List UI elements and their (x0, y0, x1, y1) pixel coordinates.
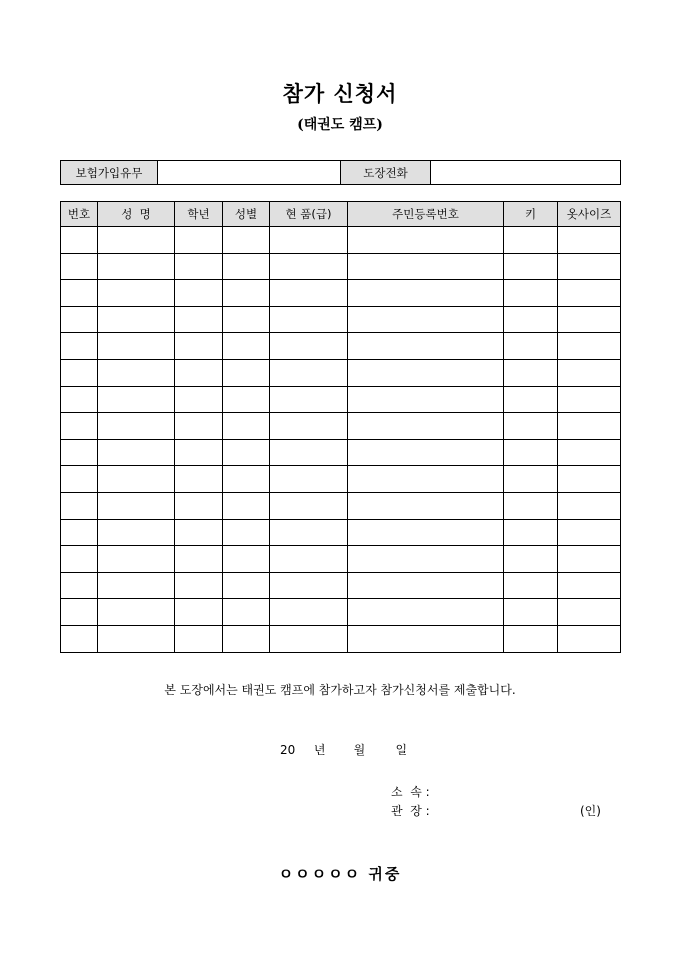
table-cell[interactable] (348, 492, 504, 519)
table-cell[interactable] (558, 519, 621, 546)
col-header-height: 키 (504, 202, 558, 227)
table-cell[interactable] (270, 413, 348, 440)
table-cell[interactable] (348, 333, 504, 360)
insurance-field[interactable] (158, 161, 341, 185)
table-cell[interactable] (175, 359, 223, 386)
table-cell[interactable] (175, 280, 223, 307)
statement-text: 본 도장에서는 태권도 캠프에 참가하고자 참가신청서를 제출합니다. (164, 683, 516, 697)
table-cell[interactable] (270, 466, 348, 493)
table-cell[interactable] (348, 413, 504, 440)
table-cell[interactable] (504, 386, 558, 413)
table-cell[interactable] (223, 625, 270, 652)
table-cell[interactable] (270, 439, 348, 466)
table-cell[interactable] (61, 359, 98, 386)
table-cell[interactable] (558, 466, 621, 493)
table-cell[interactable] (98, 227, 175, 254)
table-row (61, 439, 621, 466)
table-cell[interactable] (504, 625, 558, 652)
table-cell[interactable] (348, 439, 504, 466)
table-cell[interactable] (558, 492, 621, 519)
table-cell[interactable] (348, 359, 504, 386)
table-cell[interactable] (270, 519, 348, 546)
table-cell[interactable] (270, 492, 348, 519)
table-cell[interactable] (223, 333, 270, 360)
table-cell[interactable] (348, 546, 504, 573)
participant-table (60, 201, 621, 653)
table-row (61, 466, 621, 493)
table-cell[interactable] (558, 625, 621, 652)
table-cell[interactable] (61, 280, 98, 307)
table-cell[interactable] (175, 333, 223, 360)
table-cell[interactable] (98, 546, 175, 573)
table-cell[interactable] (270, 359, 348, 386)
phone-field[interactable] (431, 161, 621, 185)
table-cell[interactable] (348, 625, 504, 652)
table-row (61, 227, 621, 254)
table-cell[interactable] (270, 572, 348, 599)
table-cell[interactable] (348, 572, 504, 599)
table-header-row (61, 202, 621, 227)
table-cell[interactable] (61, 306, 98, 333)
table-row (61, 546, 621, 573)
table-cell[interactable] (504, 599, 558, 626)
table-cell[interactable] (175, 439, 223, 466)
table-cell[interactable] (558, 253, 621, 280)
table-cell[interactable] (175, 546, 223, 573)
table-row (61, 572, 621, 599)
table-cell[interactable] (98, 359, 175, 386)
seal-mark: (인) (580, 804, 601, 818)
table-cell[interactable] (61, 333, 98, 360)
table-cell[interactable] (175, 253, 223, 280)
table-cell[interactable] (558, 359, 621, 386)
table-cell[interactable] (223, 227, 270, 254)
table-cell[interactable] (175, 572, 223, 599)
table-cell[interactable] (223, 599, 270, 626)
table-cell[interactable] (504, 439, 558, 466)
table-cell[interactable] (223, 492, 270, 519)
table-cell[interactable] (558, 306, 621, 333)
table-row (61, 280, 621, 307)
table-cell[interactable] (98, 466, 175, 493)
table-cell[interactable] (504, 333, 558, 360)
table-cell[interactable] (348, 519, 504, 546)
table-cell[interactable] (98, 439, 175, 466)
table-cell[interactable] (270, 306, 348, 333)
table-cell[interactable] (61, 625, 98, 652)
date-month: 월 (353, 743, 366, 757)
table-cell[interactable] (175, 466, 223, 493)
col-header-number: 번호 (61, 202, 98, 227)
table-cell[interactable] (223, 546, 270, 573)
table-cell[interactable] (270, 333, 348, 360)
col-header-name: 성 명 (98, 202, 175, 227)
table-cell[interactable] (98, 333, 175, 360)
head-label: 관 장 : (391, 804, 430, 818)
table-cell[interactable] (175, 625, 223, 652)
table-cell[interactable] (504, 546, 558, 573)
table-cell[interactable] (223, 280, 270, 307)
table-cell[interactable] (98, 386, 175, 413)
table-cell[interactable] (558, 386, 621, 413)
table-row (61, 359, 621, 386)
table-cell[interactable] (223, 466, 270, 493)
table-cell[interactable] (270, 253, 348, 280)
table-cell[interactable] (504, 280, 558, 307)
table-cell[interactable] (98, 519, 175, 546)
table-cell[interactable] (175, 599, 223, 626)
date-year-prefix: 20 (280, 743, 296, 757)
table-cell[interactable] (348, 227, 504, 254)
col-header-rank: 현 품(급) (270, 202, 348, 227)
table-cell[interactable] (504, 359, 558, 386)
col-header-grade: 학년 (175, 202, 223, 227)
table-cell[interactable] (98, 492, 175, 519)
recipient-line: ㅇㅇㅇㅇㅇ 귀중 (278, 865, 402, 883)
table-row (61, 413, 621, 440)
table-row (61, 253, 621, 280)
table-cell[interactable] (270, 625, 348, 652)
table-cell[interactable] (61, 492, 98, 519)
table-cell[interactable] (223, 306, 270, 333)
table-cell[interactable] (223, 439, 270, 466)
table-cell[interactable] (98, 306, 175, 333)
table-row (61, 492, 621, 519)
table-cell[interactable] (270, 227, 348, 254)
table-cell[interactable] (223, 253, 270, 280)
table-cell[interactable] (223, 572, 270, 599)
table-cell[interactable] (504, 572, 558, 599)
table-cell[interactable] (504, 492, 558, 519)
table-cell[interactable] (348, 280, 504, 307)
table-cell[interactable] (558, 546, 621, 573)
table-cell[interactable] (270, 599, 348, 626)
table-row (61, 519, 621, 546)
table-cell[interactable] (61, 413, 98, 440)
table-cell[interactable] (61, 227, 98, 254)
table-cell[interactable] (558, 439, 621, 466)
table-cell[interactable] (175, 306, 223, 333)
date-day: 일 (395, 743, 408, 757)
table-cell[interactable] (61, 599, 98, 626)
table-cell[interactable] (61, 466, 98, 493)
table-cell[interactable] (175, 386, 223, 413)
page-subtitle: (태권도 캠프) (297, 117, 383, 133)
table-cell[interactable] (223, 386, 270, 413)
table-cell[interactable] (558, 333, 621, 360)
table-cell[interactable] (98, 280, 175, 307)
table-cell[interactable] (98, 625, 175, 652)
table-cell[interactable] (98, 572, 175, 599)
table-cell[interactable] (61, 253, 98, 280)
table-cell[interactable] (558, 280, 621, 307)
table-cell[interactable] (504, 253, 558, 280)
col-header-gender: 성별 (223, 202, 270, 227)
table-cell[interactable] (558, 227, 621, 254)
table-cell[interactable] (504, 306, 558, 333)
table-cell[interactable] (348, 306, 504, 333)
table-cell[interactable] (270, 386, 348, 413)
table-cell[interactable] (98, 599, 175, 626)
table-cell[interactable] (504, 227, 558, 254)
table-cell[interactable] (175, 413, 223, 440)
table-cell[interactable] (98, 413, 175, 440)
table-cell[interactable] (558, 572, 621, 599)
insurance-label: 보험가입유무 (61, 161, 158, 185)
table-cell[interactable] (348, 466, 504, 493)
date-line (280, 741, 407, 758)
info-table (60, 160, 621, 185)
table-cell[interactable] (504, 466, 558, 493)
table-cell[interactable] (348, 386, 504, 413)
col-header-resident-number: 주민등록번호 (348, 202, 504, 227)
table-cell[interactable] (98, 253, 175, 280)
table-row (61, 625, 621, 652)
table-row (61, 306, 621, 333)
page-title: 참가 신청서 (282, 81, 398, 106)
table-cell[interactable] (348, 599, 504, 626)
table-cell[interactable] (175, 492, 223, 519)
table-row (61, 386, 621, 413)
phone-label: 도장전화 (341, 161, 431, 185)
table-cell[interactable] (270, 546, 348, 573)
table-cell[interactable] (223, 519, 270, 546)
table-cell[interactable] (61, 572, 98, 599)
table-cell[interactable] (61, 439, 98, 466)
table-cell[interactable] (61, 519, 98, 546)
table-cell[interactable] (223, 359, 270, 386)
table-cell[interactable] (175, 227, 223, 254)
table-cell[interactable] (504, 519, 558, 546)
table-cell[interactable] (175, 519, 223, 546)
table-row (61, 333, 621, 360)
table-cell[interactable] (504, 413, 558, 440)
table-cell[interactable] (348, 253, 504, 280)
affiliation-label: 소 속 : (391, 785, 430, 799)
table-cell[interactable] (61, 386, 98, 413)
table-cell[interactable] (223, 413, 270, 440)
table-cell[interactable] (61, 546, 98, 573)
date-year: 년 (313, 743, 326, 757)
col-header-clothing-size: 옷사이즈 (558, 202, 621, 227)
table-cell[interactable] (558, 599, 621, 626)
table-row (61, 599, 621, 626)
table-cell[interactable] (270, 280, 348, 307)
table-cell[interactable] (558, 413, 621, 440)
